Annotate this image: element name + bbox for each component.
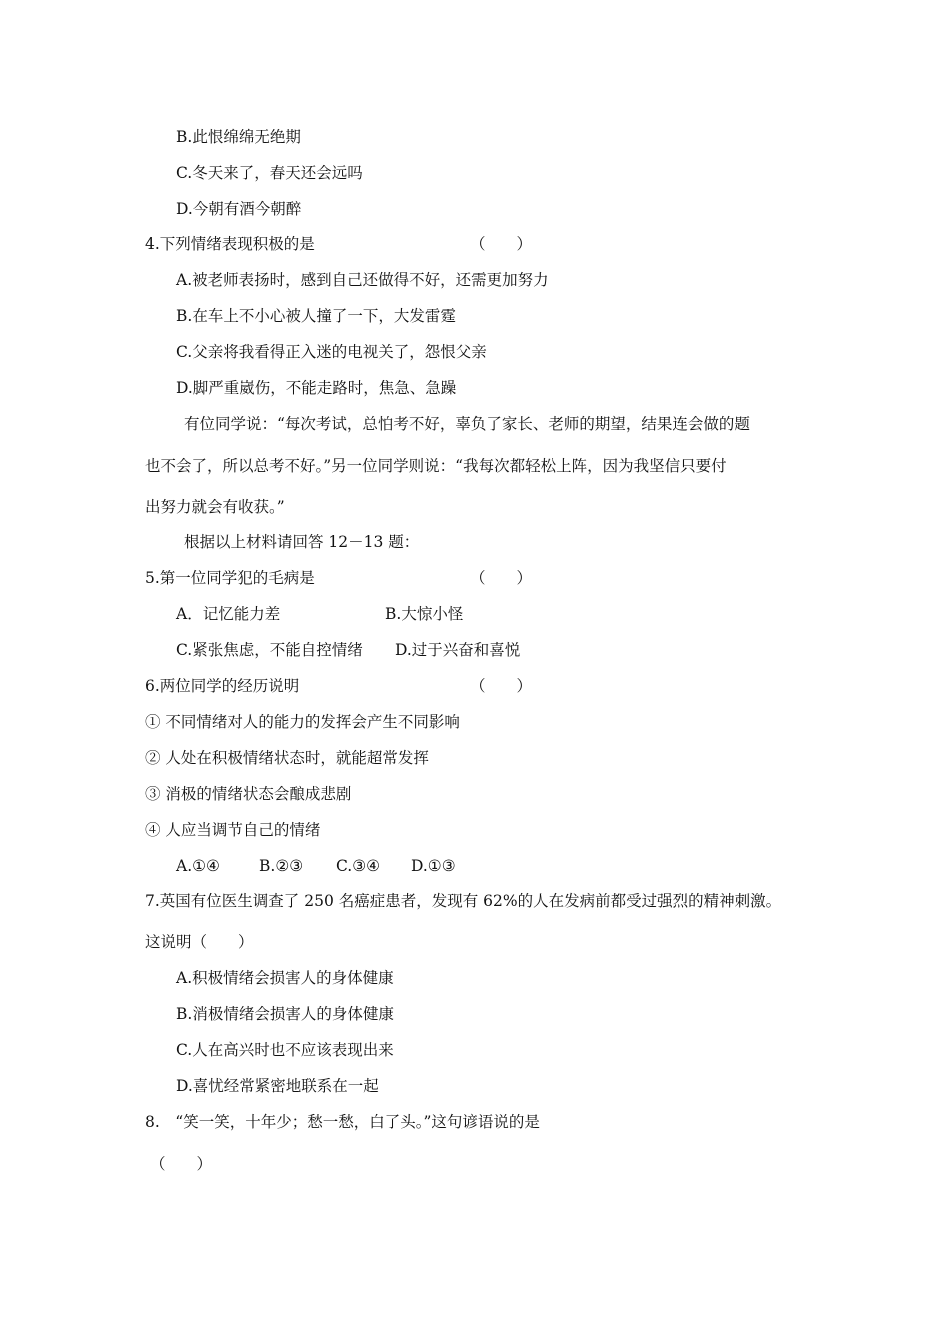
q7-stem-line-2: 这说明（ ） bbox=[145, 933, 254, 951]
q4-answer-blank: （ ） bbox=[470, 235, 533, 253]
q7-option-c: C.人在高兴时也不应该表现出来 bbox=[176, 1041, 394, 1059]
q5-option-b: B.大惊小怪 bbox=[385, 605, 464, 623]
q4-stem: 4.下列情绪表现积极的是 bbox=[145, 235, 315, 253]
q5-option-d: D.过于兴奋和喜悦 bbox=[395, 641, 521, 659]
q7-option-a: A.积极情绪会损害人的身体健康 bbox=[176, 969, 394, 987]
q4-option-d: D.脚严重崴伤，不能走路时，焦急、急躁 bbox=[176, 379, 457, 397]
q5-option-a: A．记忆能力差 bbox=[176, 605, 281, 623]
material-line-1: 有位同学说：“每次考试，总怕考不好，辜负了家长、老师的期望，结果连会做的题 bbox=[184, 415, 750, 433]
material-line-3: 出努力就会有收获。” bbox=[145, 498, 285, 516]
q4-option-c: C.父亲将我看得正入迷的电视关了，怨恨父亲 bbox=[176, 343, 487, 361]
q8-stem: 8. “笑一笑，十年少；愁一愁，白了头。”这句谚语说的是 bbox=[145, 1113, 540, 1131]
q5-option-c: C.紧张焦虑，不能自控情绪 bbox=[176, 641, 363, 659]
q6-option-b: B.②③ bbox=[259, 857, 304, 875]
q6-option-c: C.③④ bbox=[336, 857, 381, 875]
q7-option-b: B.消极情绪会损害人的身体健康 bbox=[176, 1005, 394, 1023]
q6-option-a: A.①④ bbox=[176, 857, 220, 875]
q5-stem: 5.第一位同学犯的毛病是 bbox=[145, 569, 315, 587]
q6-statement-4: ④ 人应当调节自己的情绪 bbox=[145, 821, 321, 839]
q6-statement-2: ② 人处在积极情绪状态时，就能超常发挥 bbox=[145, 749, 429, 767]
q6-statement-1: ① 不同情绪对人的能力的发挥会产生不同影响 bbox=[145, 713, 460, 731]
q7-option-d: D.喜忧经常紧密地联系在一起 bbox=[176, 1077, 379, 1095]
q4-option-b: B.在车上不小心被人撞了一下，大发雷霆 bbox=[176, 307, 456, 325]
material-instruction: 根据以上材料请回答 12－13 题： bbox=[184, 533, 420, 551]
q6-answer-blank: （ ） bbox=[470, 677, 533, 695]
q6-option-d: D.①③ bbox=[411, 857, 456, 875]
q7-stem-line-1: 7.英国有位医生调查了 250 名癌症患者，发现有 62%的人在发病前都受过强烈的精神刺激。 bbox=[145, 892, 782, 910]
q3-option-c: C.冬天来了，春天还会远吗 bbox=[176, 164, 363, 182]
q3-option-d: D.今朝有酒今朝醉 bbox=[176, 200, 302, 218]
material-line-2: 也不会了，所以总考不好。”另一位同学则说：“我每次都轻松上阵，因为我坚信只要付 bbox=[145, 457, 727, 475]
q5-answer-blank: （ ） bbox=[470, 569, 533, 587]
q3-option-b: B.此恨绵绵无绝期 bbox=[176, 128, 301, 146]
q8-answer-blank: （ ） bbox=[150, 1155, 213, 1173]
q6-stem: 6.两位同学的经历说明 bbox=[145, 677, 300, 695]
q4-option-a: A.被老师表扬时，感到自己还做得不好，还需更加努力 bbox=[176, 271, 549, 289]
q6-statement-3: ③ 消极的情绪状态会酿成悲剧 bbox=[145, 785, 352, 803]
